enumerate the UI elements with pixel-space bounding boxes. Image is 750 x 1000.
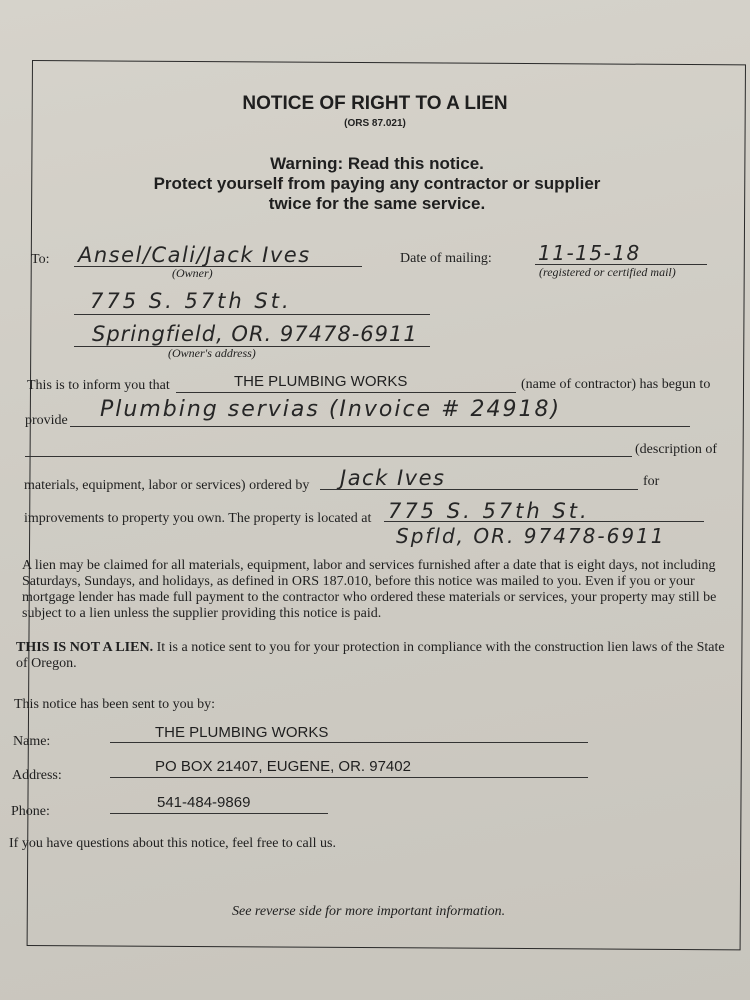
property-line-2: Spfld, OR. 97478-6911 xyxy=(396,524,666,548)
contractor-name: THE PLUMBING WORKS xyxy=(234,373,408,390)
statute-reference: (ORS 87.021) xyxy=(344,118,406,129)
property-line-1: 775 S. 57th St. xyxy=(388,499,590,523)
warning-line-1: Warning: Read this notice. xyxy=(270,154,484,173)
located-label: improvements to property you own. The property is located at xyxy=(24,511,372,526)
warning-line-3: twice for the same service. xyxy=(268,194,486,213)
sender-name-line xyxy=(110,742,588,743)
sender-address-label: Address: xyxy=(12,768,62,783)
not-a-lien-paragraph xyxy=(16,640,736,672)
ordered-by-line xyxy=(320,489,638,490)
date-caption: (registered or certified mail) xyxy=(539,265,676,279)
sender-phone-label: Phone: xyxy=(11,804,50,819)
sent-by-label: This notice has been sent to you by: xyxy=(14,697,216,712)
sender-name: THE PLUMBING WORKS xyxy=(155,724,329,741)
contractor-line xyxy=(176,392,516,393)
lien-claim-paragraph: A lien may be claimed for all materials, equipment, labor and services furnished after a date that is eight days, not including Saturdays, Sundays, and holidays, as defined in ORS 187.010, before this notice was mailed to you. Even if you or your mortgage lender has made full payment to the contractor who ordered these materials or services, your property may still be subject to a lien unless the supplier providing this notice is paid. xyxy=(22,558,717,621)
form-title: NOTICE OF RIGHT TO A LIEN xyxy=(242,93,508,114)
for-label: for xyxy=(643,474,660,489)
service-description: Plumbing servias (Invoice # 24918) xyxy=(100,397,562,422)
ordered-by-label: materials, equipment, labor or services) ordered by xyxy=(24,478,310,493)
provide-label: provide xyxy=(25,413,68,428)
owner-address-line-1-rule xyxy=(74,314,430,315)
reverse-side-note: See reverse side for more important information. xyxy=(232,904,506,919)
owner-name: Ansel/Cali/Jack Ives xyxy=(78,243,311,267)
to-label: To: xyxy=(31,252,50,267)
sender-address: PO BOX 21407, EUGENE, OR. 97402 xyxy=(155,758,411,775)
sender-name-label: Name: xyxy=(13,734,51,749)
warning-line-2: Protect yourself from paying any contractor or supplier xyxy=(153,174,601,193)
contractor-suffix: (name of contractor) has begun to xyxy=(521,377,711,392)
sender-address-line xyxy=(110,777,588,778)
description-suffix: (description of xyxy=(635,442,718,457)
owner-caption: (Owner) xyxy=(172,266,213,280)
questions-note: If you have questions about this notice, feel free to call us. xyxy=(9,836,336,851)
date-of-mailing-label: Date of mailing: xyxy=(400,251,492,266)
not-a-lien-heading: THIS IS NOT A LIEN. xyxy=(16,640,154,655)
owner-name-line xyxy=(74,266,362,267)
description-extra-line xyxy=(25,456,632,457)
sender-phone-line xyxy=(110,813,328,814)
ordered-by-value: Jack Ives xyxy=(340,466,446,490)
owner-address-line-2: Springfield, OR. 97478-6911 xyxy=(92,322,418,346)
owner-address-line-1: 775 S. 57th St. xyxy=(90,289,292,313)
date-of-mailing-value: 11-15-18 xyxy=(538,241,641,265)
property-line xyxy=(384,521,704,522)
owner-address-caption: (Owner's address) xyxy=(168,346,256,360)
service-line xyxy=(70,426,690,427)
inform-label: This is to inform you that xyxy=(27,378,170,393)
not-a-lien-text: It is a notice sent to you for your protection in compliance with the construction lien laws of the State of Oregon. xyxy=(16,640,725,671)
sender-phone: 541-484-9869 xyxy=(157,794,251,811)
